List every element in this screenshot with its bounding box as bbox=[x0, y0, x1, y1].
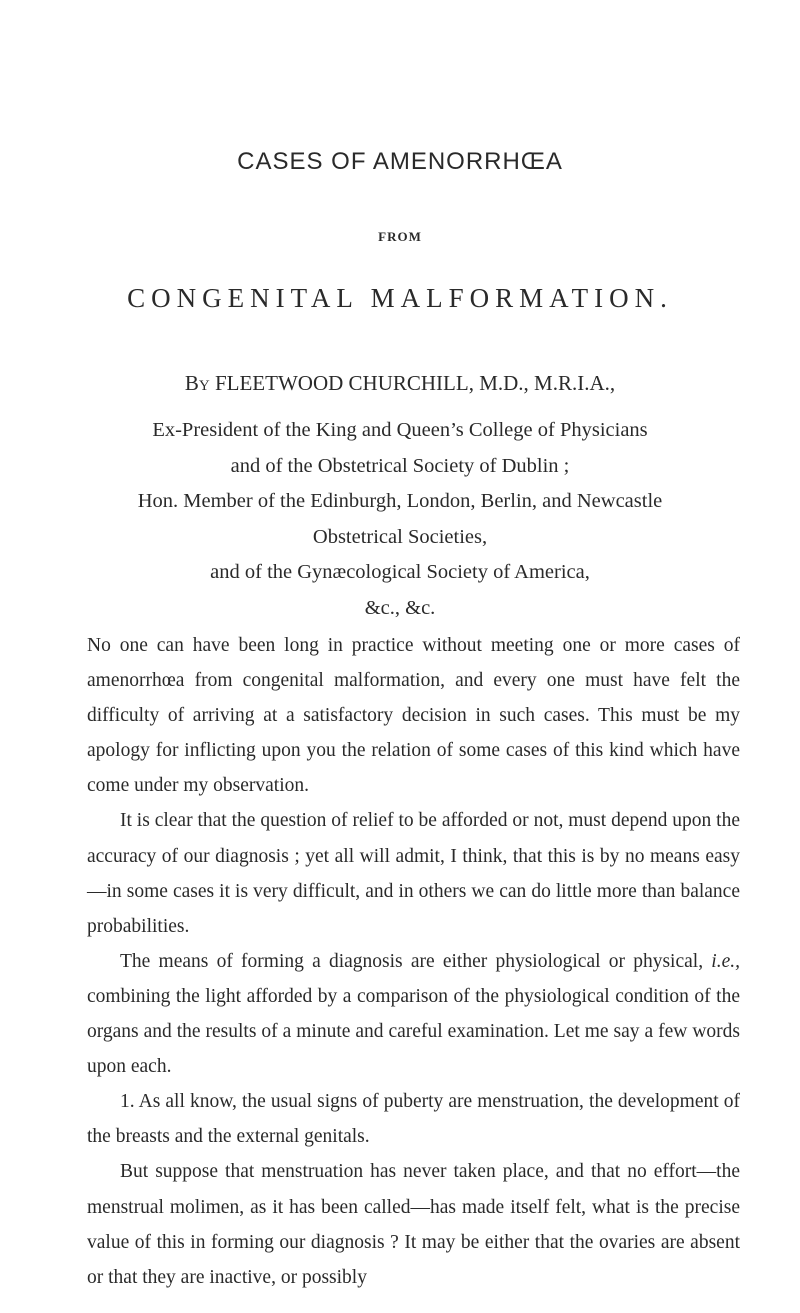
paragraph: But suppose that menstruation has never taken place, and that no effort—the menstrual molimen, as it has been called—has made itself felt, what is the precise value of this in forming our diagnosis ? It may be either that the ovaries are absent or that they are inactive, or possibly bbox=[87, 1161, 740, 1288]
ie-abbreviation: i.e., bbox=[711, 950, 740, 972]
from-label: FROM bbox=[378, 229, 422, 244]
document-subtitle: CONGENITAL MALFORMATION. bbox=[127, 283, 673, 313]
paragraph: 1. As all know, the usual signs of puberty are menstruation, the development of the breasts and the external genitals. bbox=[87, 1091, 740, 1148]
author-name: FLEETWOOD CHURCHILL, M.D., M.R.I.A., bbox=[214, 371, 616, 395]
document-title: CASES OF AMENORRHŒA bbox=[237, 148, 563, 175]
paragraph: No one can have been long in practice without meeting one or more cases of amenorrhœa from congenital malformation, and every one must have felt the difficulty of arriving at a satisfactory decision in such cases. This must be my apology for inflicting upon you the relation of some cases of this kind which have come under my observation. bbox=[87, 635, 740, 797]
credential-line: Ex-President of the King and Queen’s College of Physicians bbox=[152, 419, 648, 441]
credential-line: Obstetrical Societies, bbox=[312, 525, 488, 548]
author-byline bbox=[0, 371, 800, 396]
paragraph: It is clear that the question of relief to be afforded or not, must depend upon the accuracy of our diagnosis ; yet all will admit, I think, that this is by no means easy—in some cases it is very difficult, and in others we can do little more than balance probabilities. bbox=[87, 810, 740, 937]
paragraph-text: combining the light afforded by a comparison of the physiological condition of the organs and the results of a minute and careful examination. Let me say a few words upon each. bbox=[87, 985, 740, 1078]
paragraph-text: The means of forming a diagnosis are either physiological or physical, bbox=[120, 950, 704, 972]
by-label: By bbox=[184, 371, 210, 395]
credential-line: Hon. Member of the Edinburgh, London, Berlin, and Newcastle bbox=[137, 490, 663, 512]
credential-line: and of the Obstetrical Society of Dublin ; bbox=[230, 454, 570, 477]
credential-line: &c., &c. bbox=[364, 596, 436, 619]
author-credentials bbox=[0, 413, 800, 626]
credential-line: and of the Gynæcological Society of America, bbox=[210, 561, 590, 583]
paragraph bbox=[87, 944, 740, 1084]
body-text bbox=[87, 628, 740, 1295]
